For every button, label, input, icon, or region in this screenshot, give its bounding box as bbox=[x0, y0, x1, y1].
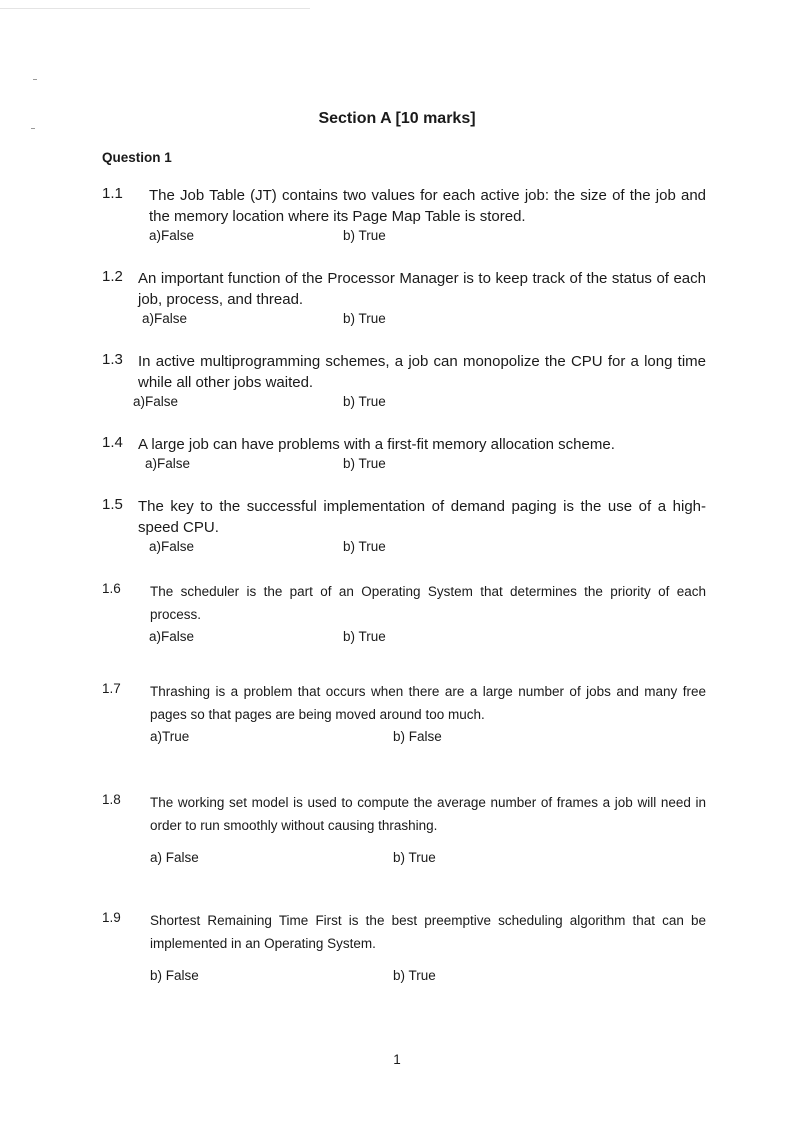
option-a: a)False bbox=[133, 394, 179, 409]
option-b: b) True bbox=[343, 456, 386, 471]
question-text: The working set model is used to compute the average number of frames a job will need in order to run smoothly without causing thrashing. bbox=[150, 795, 706, 833]
question-text: Shortest Remaining Time First is the best preemptive scheduling algorithm that can be implemented in an Operating System. bbox=[150, 913, 706, 951]
option-b: b) False bbox=[393, 729, 442, 744]
question-text: The Job Table (JT) contains two values for each active job: the size of the job and the memory location where its Page Map Table is stored. bbox=[149, 187, 706, 225]
section-title: Section A [10 marks] bbox=[318, 110, 476, 127]
option-a: a)True bbox=[150, 729, 190, 744]
option-b: b) True bbox=[343, 539, 386, 554]
question-text: In active multiprogramming schemes, a job can monopolize the CPU for a long time while all other jobs waited. bbox=[138, 353, 706, 391]
option-a: a)False bbox=[149, 228, 195, 243]
option-b: b) True bbox=[343, 228, 386, 243]
question-heading: Question 1 bbox=[102, 150, 172, 165]
option-b: b) True bbox=[343, 311, 386, 326]
question-text: An important function of the Processor Manager is to keep track of the status of each job, process, and thread. bbox=[138, 270, 706, 308]
question-text: The scheduler is the part of an Operating System that determines the priority of each process. bbox=[150, 584, 706, 622]
question-number: 1.6 bbox=[102, 581, 121, 596]
question-number: 1.7 bbox=[102, 681, 121, 696]
option-a: a)False bbox=[145, 456, 191, 471]
option-a: a)False bbox=[149, 629, 195, 644]
question-number: 1.3 bbox=[102, 351, 123, 368]
option-b: b) True bbox=[343, 394, 386, 409]
scan-speck bbox=[33, 79, 37, 80]
option-a: a) False bbox=[150, 850, 199, 865]
scan-speck bbox=[31, 128, 35, 129]
option-b: b) True bbox=[393, 850, 436, 865]
scan-artifact-line bbox=[0, 8, 310, 9]
question-number: 1.5 bbox=[102, 496, 123, 513]
question-number: 1.1 bbox=[102, 185, 123, 202]
page-number: 1 bbox=[393, 1052, 401, 1067]
question-text: A large job can have problems with a first-fit memory allocation scheme. bbox=[138, 436, 615, 453]
question-number: 1.4 bbox=[102, 434, 123, 451]
question-text: Thrashing is a problem that occurs when there are a large number of jobs and many free pages so that pages are being moved around too much. bbox=[150, 684, 706, 722]
question-number: 1.8 bbox=[102, 792, 121, 807]
question-text: The key to the successful implementation of demand paging is the use of a high-speed CPU. bbox=[138, 498, 706, 536]
question-number: 1.9 bbox=[102, 910, 121, 925]
option-a: a)False bbox=[149, 539, 195, 554]
option-a: b) False bbox=[150, 968, 199, 983]
question-number: 1.2 bbox=[102, 268, 123, 285]
option-b: b) True bbox=[343, 629, 386, 644]
option-b: b) True bbox=[393, 968, 436, 983]
option-a: a)False bbox=[142, 311, 188, 326]
